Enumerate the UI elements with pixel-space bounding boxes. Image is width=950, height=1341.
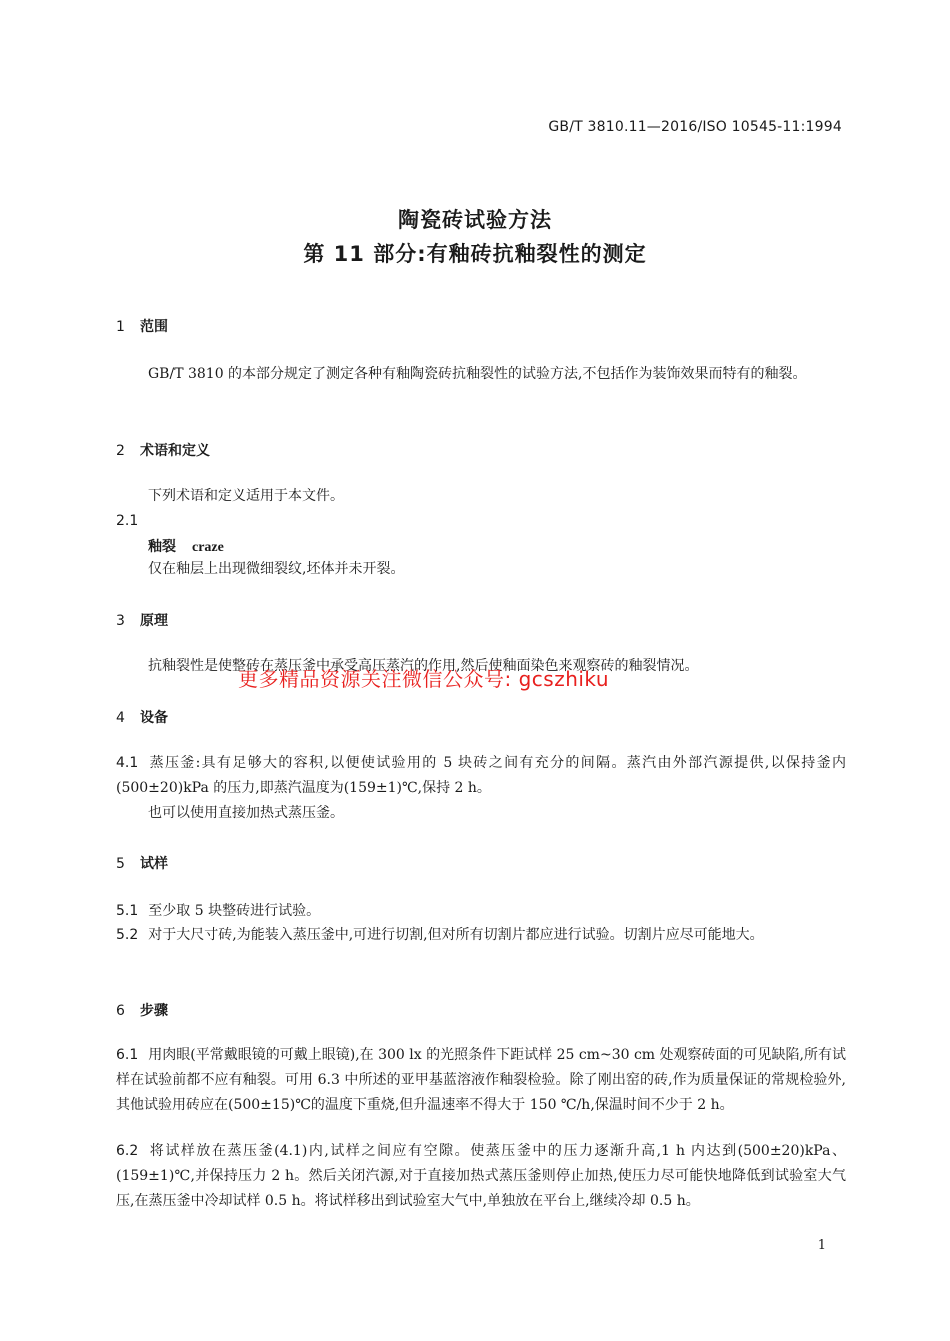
clause-4-1 (116, 751, 846, 801)
scope-paragraph: GB/T 3810 的本部分规定了测定各种有釉陶瓷砖抗釉裂性的试验方法,不包括作为装饰效果而特有的釉裂。 (148, 366, 807, 382)
section-4-heading (116, 707, 168, 727)
section-title: 原理 (140, 613, 168, 629)
clause-text: 对于大尺寸砖,为能装入蒸压釜中,可进行切割,但对所有切割片都应进行试验。切割片应尽可能地大。 (148, 927, 764, 943)
document-title: 陶瓷砖试验方法 (398, 208, 552, 232)
clause-text: 用肉眼(平常戴眼镜的可戴上眼镜),在 300 lx 的光照条件下距试样 25 cm~30 cm 处观察砖面的可见缺陷,所有试样在试验前都不应有釉裂。可用 6.3 中所述的亚甲基蓝溶液作釉裂检验。除了刚出窑的砖,作为质量保证的常规检验外,其他试验用砖应在(500±15)℃的温度下重烧,但升温速率不得大于 150 ℃/h,保温时间不少于 2 h。 (116, 1047, 846, 1113)
term-definition: 仅在釉层上出现微细裂纹,坯体并未开裂。 (148, 561, 405, 577)
clause-number: 5.1 (116, 903, 139, 919)
section-5-heading (116, 853, 168, 873)
section-title: 步骤 (140, 1003, 168, 1019)
watermark-text: 更多精品资源关注微信公众号: gcszhiku (238, 667, 610, 691)
term-entry (148, 536, 224, 556)
term-english: craze (192, 540, 224, 555)
section-3-heading (116, 610, 168, 630)
clause-text: 蒸压釜:具有足够大的容积,以便使试验用的 5 块砖之间有充分的间隔。蒸汽由外部汽源提供,以保持釜内(500±20)kPa 的压力,即蒸汽温度为(159±1)℃,保持 2 h。 (116, 755, 846, 796)
page-number: 1 (817, 1238, 826, 1253)
clause-number: 2.1 (116, 513, 139, 529)
section-title: 范围 (140, 319, 168, 335)
clause-number: 6.2 (116, 1143, 139, 1159)
clause-5-1 (116, 899, 846, 924)
section-number: 6 (116, 1003, 125, 1019)
principle-paragraph: 抗釉裂性是使整砖在蒸压釜中承受高压蒸汽的作用,然后使釉面染色来观察砖的釉裂情况。 (148, 658, 699, 674)
clause-number: 5.2 (116, 927, 139, 943)
clause-number: 6.1 (116, 1047, 139, 1063)
section-title: 试样 (140, 856, 168, 872)
section-6-heading (116, 1000, 168, 1020)
clause-6-1 (116, 1043, 846, 1118)
section-1-heading (116, 316, 168, 336)
clause-number: 4.1 (116, 755, 139, 771)
clause-5-2 (116, 923, 846, 948)
section-number: 3 (116, 613, 125, 629)
document-subtitle: 第 11 部分:有釉砖抗釉裂性的测定 (303, 242, 647, 266)
section-number: 1 (116, 319, 125, 335)
standard-code: GB/T 3810.11—2016/ISO 10545-11:1994 (548, 119, 842, 135)
clause-6-2 (116, 1139, 846, 1214)
term-chinese: 釉裂 (148, 539, 176, 555)
clause-text: 将试样放在蒸压釜(4.1)内,试样之间应有空隙。使蒸压釜中的压力逐渐升高,1 h 内达到(500±20)kPa、(159±1)℃,并保持压力 2 h。然后关闭汽源,对于直接加热式蒸压釜则停止加热,使压力尽可能快地降低到试验室大气压,在蒸压釜中冷却试样 0.5 h。将试样移出到试验室大气中,单独放在平台上,继续冷却 0.5 h。 (116, 1143, 846, 1209)
section-number: 4 (116, 710, 125, 726)
terms-intro: 下列术语和定义适用于本文件。 (148, 488, 344, 504)
clause-4-1-note: 也可以使用直接加热式蒸压釜。 (148, 805, 344, 821)
section-number: 5 (116, 856, 125, 872)
section-title: 术语和定义 (140, 443, 210, 459)
section-2-heading (116, 440, 210, 460)
section-number: 2 (116, 443, 125, 459)
clause-text: 至少取 5 块整砖进行试验。 (148, 903, 321, 919)
section-title: 设备 (140, 710, 168, 726)
